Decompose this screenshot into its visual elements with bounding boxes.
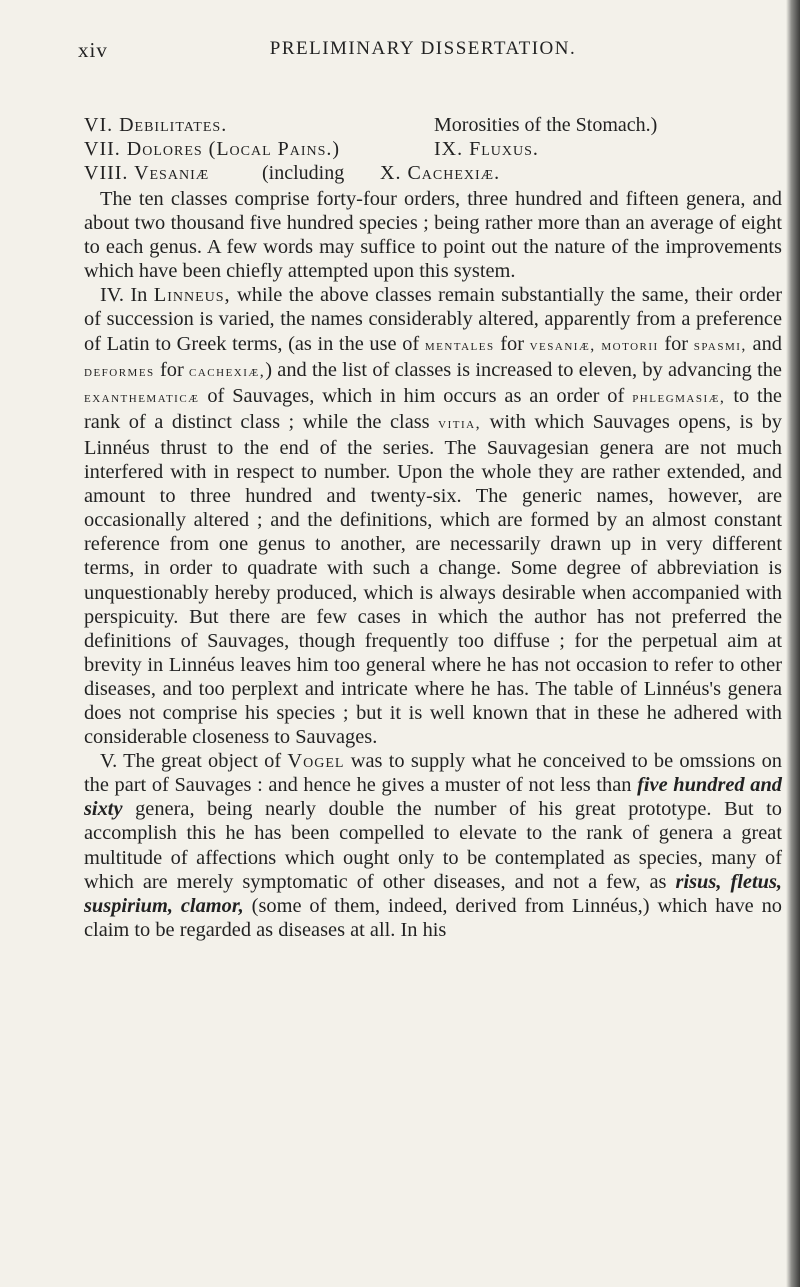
running-title: PRELIMINARY DISSERTATION. (269, 38, 577, 59)
paragraph: V. The great object of Vogel was to supply what he conceived to be omssions on the part of Sauvages : and hence he gives a muster of not less than five hundred and sixty genera, being nearly double the number of his great prototype. But to accomplish this he has been compelled to elevate to the rank of genera a great multitude of affections which ought only to be contemplated as species, many of which are merely symptomatic of other diseases, and not a few, as risus, fletus, suspirium, clamor, (some of them, indeed, derived from Linnéus,) which have no claim to be regarded as diseases at all. In his (84, 750, 782, 941)
paragraph: The ten classes comprise forty-four orders, three hundred and fifteen genera, and about two thousand five hundred species ; being rather more than an average of eight to each genus. A few words may suffice to point out the nature of the improvements which have been chiefly attempted upon this system. (84, 188, 782, 283)
page-edge-shadow (786, 0, 800, 1287)
class-entry: VIII. Vesaniæ (84, 162, 210, 184)
class-list (84, 113, 774, 185)
page-header (78, 38, 738, 70)
class-entry: Morosities of the Stomach.) (434, 114, 658, 136)
author-name: Linneus, (153, 284, 231, 307)
class-entry: (including (262, 162, 345, 184)
class-row (84, 137, 774, 161)
class-entry: X. Cachexiæ. (380, 162, 501, 184)
author-name: Vogel (287, 750, 345, 773)
page-number: xiv (78, 38, 108, 62)
class-entry: VI. Debilitates. (84, 114, 228, 136)
class-entry: VII. Dolores (Local Pains.) (84, 138, 341, 160)
paragraph: IV. In Linneus, while the above classes remain substantially the same, their order of succession is varied, the names considerably altered, apparently from a preference of Latin to Greek terms, (as in the use of mentales for vesaniæ, motorii for spasmi, and deformes for cachexiæ,) and the list of classes is increased to eleven, by advancing the exanthematicæ of Sauvages, which in him occurs as an order of phlegmasiæ, to the rank of a distinct class ; while the class vitia, with which Sauvages opens, is by Linnéus thrust to the end of the series. The Sauvagesian genera are not much interfered with in respect to number. Upon the whole they are rather extended, and amount to three hundred and twenty-six. The generic names, however, are occasionally altered ; and the definitions, which are formed by an almost constant reference from one genus to another, are necessarily drawn up in very different terms, in order to quadrate with such a change. Some degree of abbreviation is unquestionably hereby produced, which is always desirable when accompanied with perspicuity. But there are few cases in which the author has not preferred the definitions of Sauvages, though frequently too diffuse ; for the perpetual aim at brevity in Linnéus leaves him too general where he has not occasion to refer to other diseases, and too perplext and intricate where he has. The table of Linnéus's genera does not comprise his species ; but it is well known that in these he adhered with considerable closeness to Sauvages. (84, 284, 782, 749)
body-text (84, 187, 782, 942)
class-entry: IX. Fluxus. (434, 138, 539, 160)
class-row (84, 161, 774, 185)
class-row (84, 113, 774, 137)
